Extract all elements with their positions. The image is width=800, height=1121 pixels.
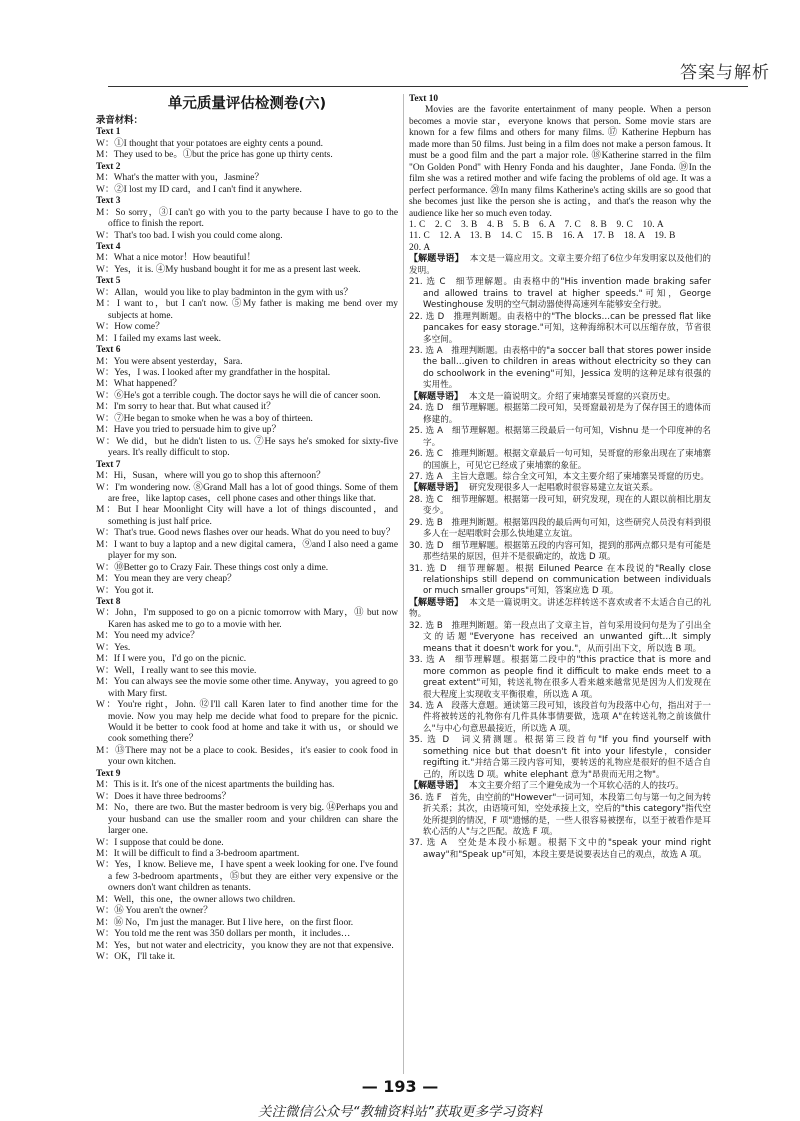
guide-tag: 【解题导语】: [409, 483, 464, 494]
guide-tag: 【解题导语】: [409, 597, 464, 608]
answer-explanation: 36. 选 F 首先，由空前的"However"一词可知，本段第二句与第一句之间为转折关系；其次，由语境可知，空处承接上文，空后的"this category"指代空处所提到的情况，F 项"遗憾的是，一些人很容易被摆布，以至于被看作是耳软心活的人"与之匹配。故选 F 项。: [409, 792, 711, 837]
answer-explanation: 32. 选 B 推理判断题。第一段点出了文章主旨，首句采用设问句是为了引出全文的话题"Everyone has received an unwanted gift…It simply means that it doesn't work for you."，从而引出下文，所以选 B 项。: [409, 620, 711, 654]
answer-explanation: 21. 选 C 细节理解题。由表格中的"His invention made braking safer and allowed trains to travel at higher speeds."可知，George Westinghouse 发明的空气制动器使得高速列车能够安全行驶。: [409, 277, 711, 311]
answer-explanation: 25. 选 A 细节理解题。根据第三段最后一句可知，Vishnu 是一个印度神的名字。: [409, 426, 711, 448]
answer-explanation: 34. 选 A 段落大意题。通读第三段可知，该段首句为段落中心句，指出对于一件将被转送的礼物你有几件具体事情要做，选项 A"在转送礼物之前该做什么"与中心句意思最接近，所以选 A 项。: [409, 701, 711, 734]
text-heading: Text 7: [96, 459, 121, 470]
dialogue-line: W：I'm wondering now. ⑧Grand Mall has a lot of good things. Some of them are free，like laptop cases，cell phone cases and other things like that.: [96, 482, 398, 504]
dialogue-line: W：⑯ You aren't the owner？: [96, 906, 213, 917]
text-heading: Text 5: [96, 276, 121, 287]
dialogue-line: W：⑩Better go to Crazy Fair. These things cost only a dime.: [96, 562, 329, 573]
answer-row: 20. A: [409, 242, 431, 253]
reading-guide: [409, 392, 711, 403]
dialogue-line: M：So sorry，③I can't go with you to the party because I have to go to the office to finish the report.: [96, 207, 398, 230]
text10-paragraph: Movies are the favorite entertainment of many people. When a person becomes a movie star，everyone knows that person. Some movie stars are known for a few films and others for many films. ⑰ Katherine Hepburn has made more than 50 films. Just being in a film does not make a person famous. It must be a good film and the part a major role. ⑱Katherine starred in the film "On Golden Pond" with Henry Fonda and his daughter，Jane Fonda. ⑲In the film she was a retired mother and wife facing the problems of old age. It was a perfect performance. ⑳In many films Katherine's acting skills are so good that she becomes just like the person she is acting，and that's the reason why the audience like her so much even today.: [409, 105, 711, 219]
reading-guide: [409, 254, 711, 277]
page-number: — 193 —: [361, 1077, 439, 1096]
reading-guide: [409, 598, 711, 621]
dialogue-line: M：Well，this one，the owner allows two children.: [96, 894, 296, 905]
dialogue-line: W：How come？: [96, 322, 165, 333]
answer-explanation: 31. 选 D 细节理解题。根据 Eiluned Pearce 在本段说的"Really close relationships still depend on communication between individuals or much smaller groups"可知，答案应选 D 项。: [409, 563, 711, 597]
answer-explanation: 23. 选 A 推理判断题。由表格中的"a soccer ball that stores power inside the ball…given to children in areas without electricity so they can do schoolwork in the evening"可知，Jessica 发明的这种足球有很强的实用性。: [409, 345, 711, 391]
transcript: [96, 127, 398, 963]
text-heading: Text 1: [96, 127, 121, 138]
guide-text: 本文是一篇应用文。文章主要介绍了6位少年发明家以及他们的发明。: [409, 254, 711, 276]
dialogue-line: W：Yes，it is. ④My husband bought it for me as a present last week.: [96, 264, 361, 275]
answer-row: 11. C 12. A 13. B 14. C 15. B 16. A 17. B 18. A 19. B: [409, 231, 676, 242]
reading-guide: [409, 483, 711, 494]
dialogue-line: M：⑬There may not be a place to cook. Besides，it's easier to cook food in your own kitchen.: [96, 745, 398, 768]
dialogue-line: M：I failed my exams last week.: [96, 333, 221, 344]
explanations: [409, 254, 711, 861]
dialogue-line: M：Hi，Susan，where will you go to shop this afternoon？: [96, 471, 326, 482]
text10-label: Text 10: [409, 94, 439, 104]
dialogue-line: M：They used to be。①but the price has gone up thirty cents.: [96, 150, 333, 161]
dialogue-line: M：You can always see the movie some other time. Anyway，you agreed to go with Mary first.: [96, 677, 398, 699]
answer-row: 1. C 2. C 3. B 4. B 5. B 6. A 7. C 8. B 9. C 10. A: [409, 219, 664, 230]
dialogue-line: W：⑦He began to smoke when he was a boy of thirteen.: [96, 413, 313, 424]
answer-explanation: 35. 选 D 词义猜测题。根据第三段首句"If you find yourself with something nice but that doesn't fit into your lifestyle，consider regifting it."并结合第三段内容可知，要转送的礼物应是很好的但不适合自己的，所以选 D 项。white elephant 意为"昂贵而无用之物"。: [409, 735, 711, 780]
dialogue-line: M：I want to，but I can't now. ⑤My father is making me bend over my subjects at home.: [96, 299, 398, 321]
dialogue-line: M：But I hear Moonlight City will have a lot of things discounted，and something is just half price.: [96, 505, 398, 527]
column-divider: [403, 94, 404, 1074]
guide-text: 研究发现很多人一起唱歌时很容易建立友谊关系。: [469, 483, 659, 494]
dialogue-line: M：You need my advice？: [96, 631, 200, 642]
dialogue-line: W：⑥He's got a terrible cough. The doctor says he will die of cancer soon.: [96, 390, 381, 401]
text-heading: Text 2: [96, 161, 121, 172]
dialogue-line: M：What happened？: [96, 379, 182, 390]
answer-explanation: 27. 选 A 主旨大意题。综合全文可知，本文主要介绍了柬埔寨吴哥窟的历史。: [409, 471, 710, 482]
text-heading: Text 6: [96, 345, 121, 356]
text-heading: Text 8: [96, 597, 121, 608]
dialogue-line: M：No，there are two. But the master bedroom is very big. ⑭Perhaps you and your husband can use the smaller room and your children can share the larger one.: [96, 803, 398, 837]
answer-explanation: 29. 选 B 推理判断题。根据第四段的最后两句可知，这些研究人员没有料到很多人在一起唱歌时会那么快地建立友谊。: [409, 517, 711, 540]
dialogue-line: M：I'm sorry to hear that. But what caused it？: [96, 402, 276, 413]
dialogue-line: M：It will be difficult to find a 3-bedroom apartment.: [96, 849, 300, 859]
answer-explanation: 30. 选 D 细节理解题。根据第五段的内容可知，提到的那两点都只是有可能是那些结果的原因，但并不是很确定的，故选 D 项。: [409, 540, 711, 563]
dialogue-line: M：You were absent yesterday，Sara.: [96, 356, 243, 367]
dialogue-line: W：Yes.: [96, 642, 131, 653]
right-column: [409, 94, 711, 861]
guide-tag: 【解题导语】: [409, 391, 464, 402]
page-header: [0, 0, 800, 88]
dialogue-line: W：Does it have three bedrooms？: [96, 791, 231, 802]
dialogue-line: W：That's true. Good news flashes over our heads. What do you need to buy？: [96, 528, 396, 539]
dialogue-line: W：②I lost my ID card，and I can't find it anywhere.: [96, 184, 302, 195]
answer-explanation: 22. 选 D 推理判断题。由表格中的"The blocks…can be pressed flat like pancakes for easy storage."可知，这种海绵积木可以压缩存放，节省很多空间。: [409, 311, 711, 345]
dialogue-line: M：Have you tried to persuade him to give up？: [96, 425, 281, 436]
text-heading: Text 9: [96, 768, 121, 779]
dialogue-line: W：You're right，John. ⑫I'll call Karen later to find another time for the movie. Now you may help me decide what food to prepare for the picnic. Would it be better to cook food at home and take it with us，or should we cook something there？: [96, 700, 398, 745]
dialogue-line: M：You mean they are very cheap？: [96, 574, 237, 585]
guide-text: 本文主要介绍了三个避免成为一个耳软心活的人的技巧。: [469, 781, 684, 792]
dialogue-line: M：I want to buy a laptop and a new digital camera，⑨and I also need a game player for my son.: [96, 539, 398, 562]
guide-text: 本文是一篇说明文。讲述怎样转送不喜欢或者不太适合自己的礼物。: [409, 597, 711, 620]
header-rule: [108, 86, 748, 87]
answer-explanation: 37. 选 A 空处是本段小标题。根据下文中的"speak your mind right away"和"Speak up"可知，本段主要是说要表达自己的观点，故选 A 项。: [409, 838, 711, 860]
answer-explanation: 33. 选 A 细节理解题。根据第二段中的"this practice that is more and more common as people find it difficult to make ends meet to a great extent"可知，转送礼物在很多人看来越来越常见是因为人们发现在很大程度上实现收支平衡很难，所以选 A 项。: [409, 655, 711, 700]
dialogue-line: W：Well，I really want to see this movie.: [96, 665, 257, 676]
document-title: 单元质量评估检测卷(六): [167, 96, 327, 112]
guide-tag: 【解题导语】: [409, 254, 464, 265]
dialogue-line: W：You told me the rent was 350 dollars per month，it includes…: [96, 929, 351, 940]
dialogue-line: W：Yes，I know. Believe me，I have spent a week looking for one. I've found a few 3-bedroom apartments，⑮but they are either very expensive or the owners don't want children as tenants.: [96, 860, 398, 894]
dialogue-line: W：OK，I'll take it.: [96, 952, 176, 963]
dialogue-line: W：I suppose that could be done.: [96, 837, 224, 848]
section-label: 录音材料：: [96, 116, 143, 126]
answer-explanation: 26. 选 C 推理判断题。根据文章最后一句可知，吴哥窟的形象出现在了柬埔寨的国旗上，可见它已经成了柬埔寨的象征。: [409, 449, 711, 471]
dialogue-line: W：Yes，I was. I looked after my grandfather in the hospital.: [96, 367, 331, 378]
dialogue-line: M：What's the matter with you，Jasmine？: [96, 173, 264, 184]
answer-explanation: 28. 选 C 细节理解题。根据第一段可知，研究发现，现在的人跟以前相比朋友变少。: [409, 494, 711, 517]
dialogue-line: W：John，I'm supposed to go on a picnic tomorrow with Mary，⑪ but now Karen has asked me to go to a movie with her.: [96, 608, 398, 630]
dialogue-line: W：Allan，would you like to play badminton in the gym with us？: [96, 287, 353, 298]
left-column: [96, 94, 398, 964]
answer-key: [409, 220, 711, 254]
footer-note: 关注微信公众号“教辅资料站”获取更多学习资料: [258, 1104, 542, 1120]
dialogue-line: W：That's too bad. I wish you could come along.: [96, 230, 283, 241]
guide-text: 本文是一篇说明文。介绍了柬埔寨吴哥窟的兴衰历史。: [469, 391, 676, 402]
dialogue-line: W：①I thought that your potatoes are eighty cents a pound.: [96, 138, 324, 149]
dialogue-line: M：Yes，but not water and electricity，you know they are not that expensive.: [96, 940, 394, 951]
dialogue-line: M：What a nice motor！How beautiful！: [96, 253, 256, 264]
dialogue-line: M：⑯ No，I'm just the manager. But I live here，on the first floor.: [96, 917, 354, 928]
dialogue-line: M：This is it. It's one of the nicest apartments the building has.: [96, 780, 335, 791]
guide-tag: 【解题导语】: [409, 781, 464, 792]
dialogue-line: M：If I were you，I'd go on the picnic.: [96, 654, 247, 665]
reading-guide: [409, 781, 711, 792]
dialogue-line: W：You got it.: [96, 585, 154, 596]
answer-explanation: 24. 选 D 细节理解题。根据第二段可知，吴哥窟最初是为了保存国王的遗体而修建的。: [409, 403, 711, 425]
text-heading: Text 3: [96, 196, 121, 207]
dialogue-line: W：We did，but he didn't listen to us. ⑦He says he's smoked for sixty-five years. It's really difficult to stop.: [96, 436, 398, 459]
section-title: 答案与解析: [680, 63, 770, 83]
text-heading: Text 4: [96, 241, 121, 252]
